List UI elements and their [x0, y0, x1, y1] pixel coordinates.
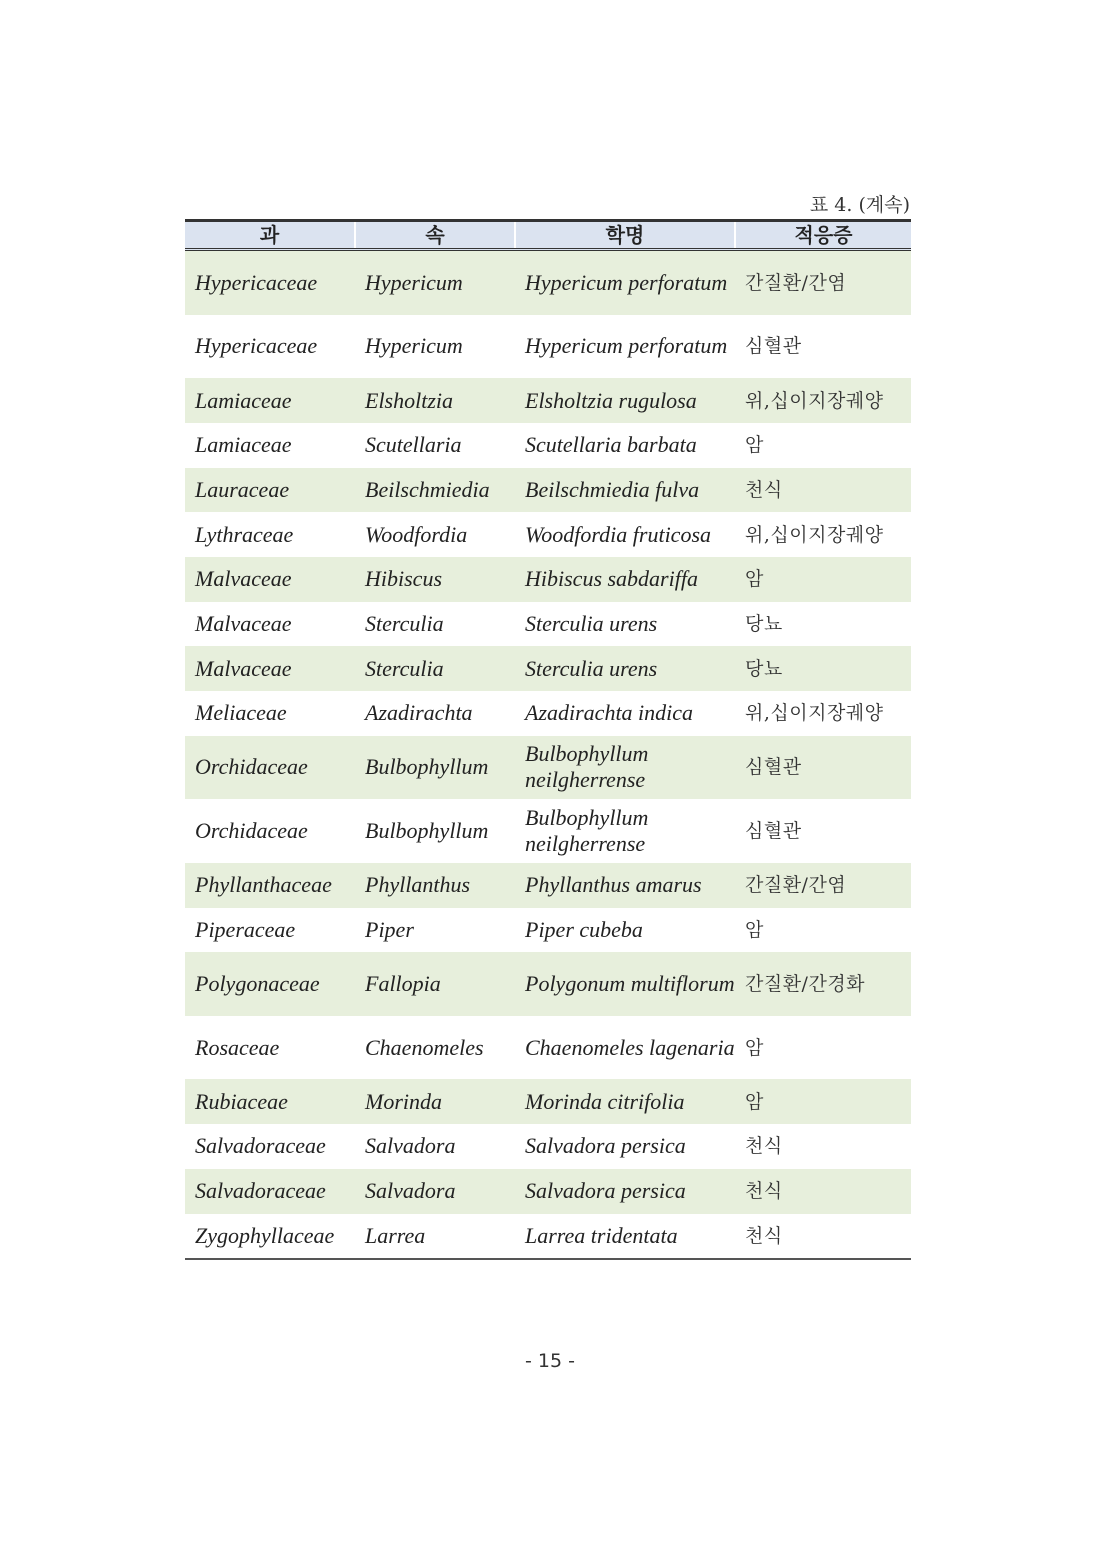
- cell-indication: 암: [745, 1036, 764, 1059]
- cell-genus: Piper: [365, 916, 414, 942]
- cell-scientific-name: Piper cubeba: [525, 916, 643, 942]
- table-row: [185, 1079, 911, 1124]
- cell-genus: Sterculia: [365, 610, 444, 636]
- table-header-row: [185, 221, 911, 250]
- table-row: [185, 736, 911, 800]
- page-number: - 15 -: [525, 1350, 575, 1372]
- cell-indication: 당뇨: [735, 646, 911, 691]
- cell-genus: Chaenomeles: [365, 1034, 484, 1060]
- cell-family: Malvaceae: [195, 610, 292, 636]
- cell-family: Lythraceae: [195, 521, 294, 547]
- table-row: [185, 863, 911, 908]
- cell-indication: 위,십이지장궤양: [735, 378, 911, 423]
- cell-family: Piperaceae: [195, 916, 296, 942]
- cell-indication: 천식: [735, 1214, 911, 1260]
- cell-genus: Hypericum: [355, 250, 515, 315]
- table-row: [185, 423, 911, 468]
- table-row: [185, 250, 911, 315]
- cell-genus: Scutellaria: [365, 432, 462, 458]
- cell-family: Malvaceae: [185, 646, 355, 691]
- cell-genus: Phyllanthus: [355, 863, 515, 908]
- cell-scientific-name: Scutellaria barbata: [525, 432, 697, 458]
- cell-scientific-name: Polygonum multiflorum: [515, 952, 735, 1016]
- cell-scientific-name: Salvadora persica: [515, 1169, 735, 1214]
- cell-family: Malvaceae: [185, 557, 355, 602]
- cell-family: Meliaceae: [195, 700, 287, 726]
- cell-family: Orchidaceae: [185, 736, 355, 800]
- cell-family: Zygophyllaceae: [185, 1214, 355, 1260]
- cell-genus: Bulbophyllum: [355, 736, 515, 800]
- header-indication: 적응증: [735, 221, 911, 250]
- cell-indication: 간질환/간염: [735, 863, 911, 908]
- table-row: [185, 1016, 911, 1080]
- cell-scientific-name: Sterculia urens: [515, 646, 735, 691]
- cell-indication: 위,십이지장궤양: [745, 702, 884, 725]
- cell-scientific-name: Hibiscus sabdariffa: [515, 557, 735, 602]
- cell-scientific-name: Larrea tridentata: [515, 1214, 735, 1260]
- table-caption: 표 4. (계속): [809, 194, 910, 216]
- cell-genus: Sterculia: [355, 646, 515, 691]
- cell-family: Lamiaceae: [185, 378, 355, 423]
- header-family: 과: [185, 221, 355, 250]
- cell-family: Lamiaceae: [195, 432, 292, 458]
- cell-genus: Morinda: [355, 1079, 515, 1124]
- table-row: [185, 315, 911, 379]
- cell-genus: Beilschmiedia: [355, 468, 515, 513]
- table-row: [185, 691, 911, 736]
- cell-family: Lauraceae: [185, 468, 355, 513]
- table-row: [185, 1214, 911, 1260]
- cell-family: Orchidaceae: [195, 818, 308, 844]
- table-row: [185, 1169, 911, 1214]
- cell-scientific-name: Sterculia urens: [525, 610, 658, 636]
- cell-family: Polygonaceae: [185, 952, 355, 1016]
- cell-scientific-name: Salvadora persica: [525, 1133, 686, 1159]
- cell-genus: Larrea: [355, 1214, 515, 1260]
- cell-indication: 암: [745, 918, 764, 941]
- table-row: [185, 799, 911, 863]
- cell-genus: Bulbophyllum: [365, 818, 489, 844]
- cell-scientific-name: Woodfordia fruticosa: [525, 521, 712, 547]
- table-row: [185, 1124, 911, 1169]
- cell-indication: 심혈관: [735, 736, 911, 800]
- header-genus: 속: [355, 221, 515, 250]
- cell-indication: 간질환/간경화: [735, 952, 911, 1016]
- table-row: [185, 378, 911, 423]
- cell-genus: Salvadora: [365, 1133, 456, 1159]
- cell-scientific-name: Elsholtzia rugulosa: [515, 378, 735, 423]
- cell-indication: 천식: [745, 1135, 783, 1158]
- table-row: [185, 646, 911, 691]
- cell-scientific-name: Morinda citrifolia: [515, 1079, 735, 1124]
- cell-indication: 위,십이지장궤양: [745, 523, 884, 546]
- cell-indication: 천식: [735, 468, 911, 513]
- cell-indication: 암: [745, 434, 764, 457]
- cell-scientific-name: Phyllanthus amarus: [515, 863, 735, 908]
- cell-indication: 암: [735, 1079, 911, 1124]
- cell-family: Hypericaceae: [195, 333, 318, 359]
- cell-scientific-name: Hypericum perforatum: [525, 333, 728, 359]
- header-scientific-name: 학명: [515, 221, 735, 250]
- cell-indication: 심혈관: [745, 335, 802, 358]
- cell-indication: 암: [735, 557, 911, 602]
- table-row: [185, 908, 911, 953]
- cell-genus: Hypericum: [365, 333, 463, 359]
- table-body: [185, 250, 911, 1260]
- table-row: [185, 468, 911, 513]
- plant-indication-table: [185, 219, 911, 1260]
- cell-family: Salvadoraceae: [185, 1169, 355, 1214]
- cell-genus: Hibiscus: [355, 557, 515, 602]
- cell-family: Rosaceae: [195, 1034, 280, 1060]
- cell-genus: Elsholtzia: [355, 378, 515, 423]
- cell-family: Hypericaceae: [185, 250, 355, 315]
- cell-genus: Fallopia: [355, 952, 515, 1016]
- table-row: [185, 512, 911, 557]
- cell-genus: Woodfordia: [365, 521, 468, 547]
- cell-genus: Azadirachta: [365, 700, 473, 726]
- table-row: [185, 557, 911, 602]
- cell-scientific-name: Bulbophyllum neilgherrense: [525, 805, 649, 857]
- cell-indication: 간질환/간염: [735, 250, 911, 315]
- cell-scientific-name: Hypericum perforatum: [515, 250, 735, 315]
- table-row: [185, 602, 911, 647]
- cell-genus: Salvadora: [355, 1169, 515, 1214]
- table-row: [185, 952, 911, 1016]
- cell-indication: 천식: [735, 1169, 911, 1214]
- cell-family: Salvadoraceae: [195, 1133, 326, 1159]
- cell-family: Phyllanthaceae: [185, 863, 355, 908]
- cell-scientific-name: Bulbophyllum neilgherrense: [515, 736, 735, 800]
- cell-family: Rubiaceae: [185, 1079, 355, 1124]
- cell-scientific-name: Chaenomeles lagenaria: [525, 1034, 735, 1060]
- cell-indication: 심혈관: [745, 820, 802, 843]
- cell-scientific-name: Azadirachta indica: [525, 700, 694, 726]
- cell-scientific-name: Beilschmiedia fulva: [515, 468, 735, 513]
- cell-indication: 당뇨: [745, 612, 783, 635]
